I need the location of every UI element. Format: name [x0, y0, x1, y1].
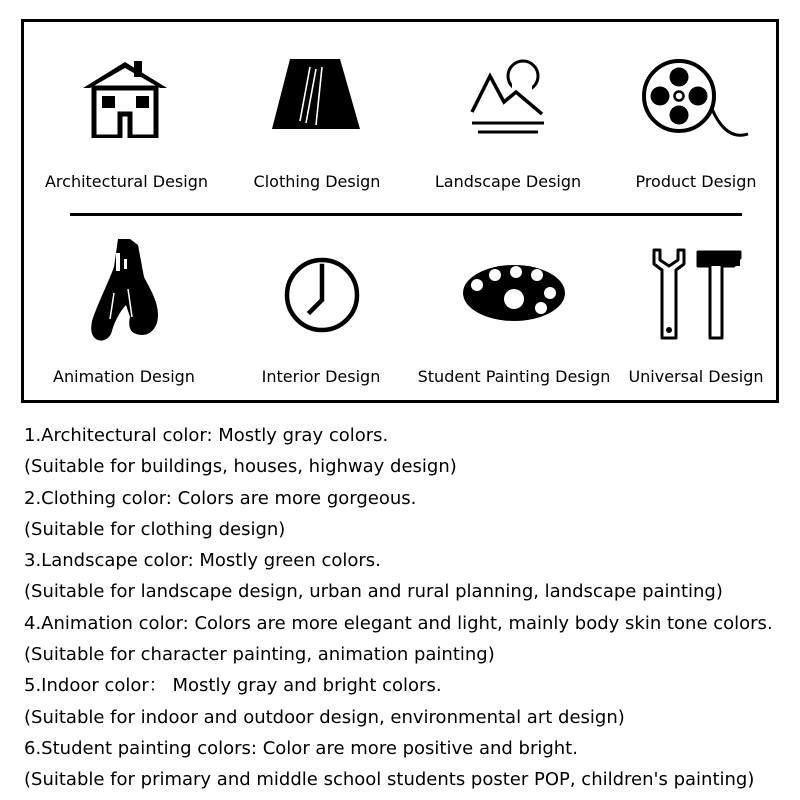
section-divider	[70, 213, 742, 216]
category-label: Universal Design	[628, 367, 764, 386]
note-line: (Suitable for landscape design, urban and rural planning, landscape painting)	[24, 581, 723, 603]
note-line: (Suitable for primary and middle school students poster POP, children's painting)	[24, 769, 755, 791]
category-label: Landscape Design	[434, 172, 582, 191]
category-label: Animation Design	[53, 367, 195, 386]
film-reel-icon	[642, 57, 754, 139]
note-line: (Suitable for buildings, houses, highway design)	[24, 456, 457, 478]
design-categories-panel	[21, 19, 779, 403]
category-label: Architectural Design	[44, 172, 209, 191]
category-label: Clothing Design	[253, 172, 381, 191]
skirt-icon	[270, 57, 362, 132]
palette-icon	[460, 263, 568, 323]
note-line: (Suitable for character painting, animation painting)	[24, 644, 495, 666]
category-label: Student Painting Design	[417, 367, 611, 386]
category-label: Product Design	[635, 172, 757, 191]
mountain-icon	[468, 56, 548, 136]
note-line: 2.Clothing color: Colors are more gorgeous.	[24, 487, 417, 509]
color-notes-list	[24, 420, 794, 796]
character-icon	[88, 237, 162, 343]
note-line: (Suitable for clothing design)	[24, 518, 286, 540]
note-line: 6.Student painting colors: Color are more positive and bright.	[24, 737, 578, 759]
category-label: Interior Design	[261, 367, 381, 386]
clock-icon	[281, 254, 363, 336]
note-line: 3.Landscape color: Mostly green colors.	[24, 550, 381, 572]
tools-icon	[648, 246, 748, 342]
note-line: 4.Animation color: Colors are more elegant and light, mainly body skin tone colors.	[24, 612, 773, 634]
note-line: 1.Architectural color: Mostly gray colors.	[24, 425, 389, 446]
house-icon	[80, 58, 170, 138]
note-line: (Suitable for indoor and outdoor design, environmental art design)	[24, 706, 625, 728]
note-line: 5.Indoor color： Mostly gray and bright colors.	[24, 675, 442, 697]
